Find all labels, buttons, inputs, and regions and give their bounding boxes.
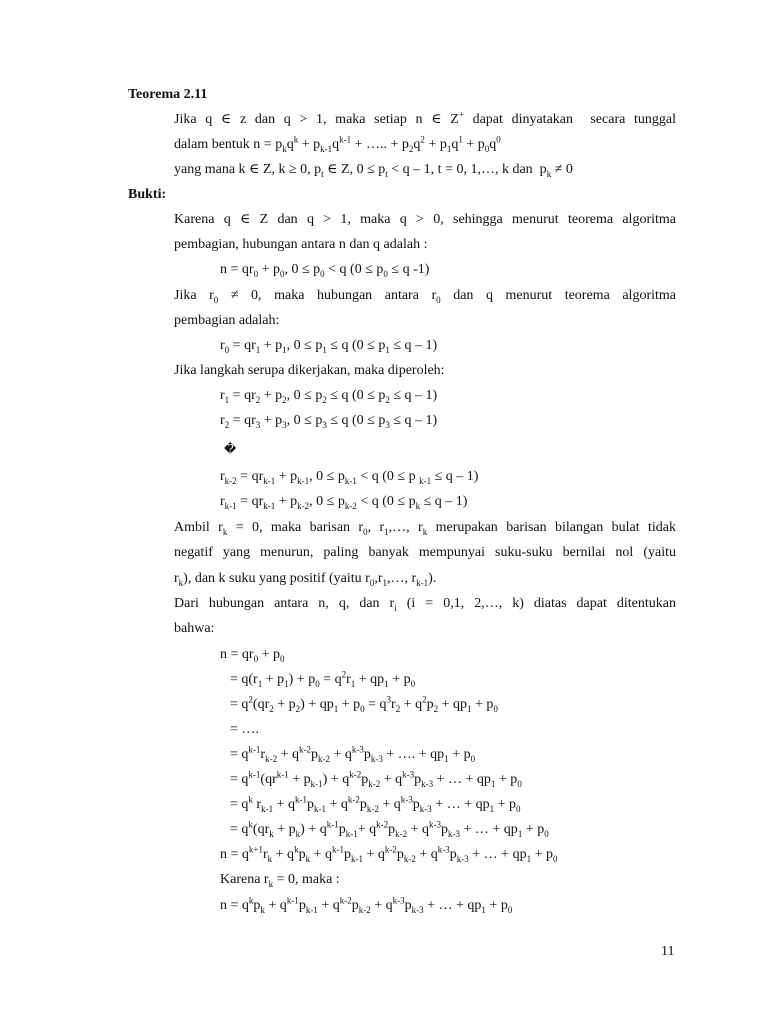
derivation-line: $n = qr_0 + p_0$	[220, 647, 285, 664]
proof-equation: $r_1 = qr_2 + p_2$, $0 \le p_2 \le q$ $(0 \le p_2 \le q - 1)$	[220, 388, 438, 405]
page-number: 11	[661, 944, 675, 959]
derivation-line: = ….	[230, 722, 259, 737]
proof-line: negatif yang menurun, paling banyak mempunyai suku-suku bernilai nol (yaitu	[174, 545, 676, 560]
derivation-line: = $q^{k-1}r_{k-2} + q^{k-2}p_{k-2} + q^{k-3}p_{k-3}$ + …. + $qp_1 + p_0$	[230, 744, 476, 764]
theorem-title: Teorema 2.11	[128, 87, 208, 102]
proof-equation: $r_0 = qr_1 + p_1$, $0 \le p_1 \le q$ $(0 \le p_1 \le q - 1)$	[220, 338, 438, 355]
proof-line: Ambil $r_k = 0$, maka barisan $r_0$, $r_1,\dots$, $r_k$ merupakan barisan bilangan bulat tidak	[174, 520, 676, 537]
derivation-line: $n = q^kp_k + q^{k-1}p_{k-1} + q^{k-2}p_{k-2} + q^{k-3}p_{k-3}$ + … + $qp_1 + p_0$	[220, 895, 513, 915]
proof-equation: $n = qr_0 + p_0$, $0 \le p_0 < q$ ($0 \le p_0 \le q$ -1)	[220, 262, 430, 279]
proof-line: Jika $r_0 \ne 0$, maka hubungan antara $r_0$ dan q menurut teorema algoritma	[174, 288, 676, 305]
derivation-line: = $q^k(qr_k + p_k) + q^{k-1}p_{k-1}+ q^{k-2}p_{k-2} + q^{k-3}p_{k-3}$ + … + $qp_1 + p_0$	[230, 819, 549, 839]
derivation-line: = $q^k$ $r_{k-1} + q^{k-1}p_{k-1} + q^{k-2}p_{k-2} + q^{k-3}p_{k-3}$ + … + $qp_1 + p_0$	[230, 794, 521, 814]
derivation-line: = $q(r_1 + p_1) + p_0 = q^2r_1 + qp_1 + p_0$	[230, 669, 416, 689]
proof-line: Karena q ∈ Z dan q > 1, maka q > 0, sehingga menurut teorema algoritma	[174, 212, 676, 227]
theorem-line-2: dalam bentuk $n = p_kq^k + p_{k-1}q^{k-1}$ + ….. + $p_2q^2 + p_1q^1 + p_0q^0$	[174, 134, 501, 154]
missing-glyph: �	[224, 442, 237, 456]
proof-line: Dari hubungan antara n, q, dan $r_i$ (i = 0,1, 2,…, k) diatas dapat ditentukan	[174, 596, 676, 613]
proof-title: Bukti:	[128, 187, 167, 202]
derivation-line: Karena $r_k = 0$, maka :	[220, 872, 340, 889]
proof-equation: $r_{k-1} = qr_{k-1} + p_{k-2}$, $0 \le p_{k-2} < q$ $(0 \le p_k \le q - 1)$	[220, 494, 468, 511]
proof-line: $r_k$), dan k suku yang positif (yaitu $r_0,r_1,\dots$, $r_{k-1}$).	[174, 571, 437, 588]
theorem-line-3: yang mana k ∈ Z, k ≥ 0, $p_t$ ∈ Z, $0 \le p_t < q - 1$, t = 0, 1,…, k dan $p_k \ne 0$	[174, 162, 573, 179]
derivation-line: = $q^2(qr_2 + p_2) + qp_1 + p_0 = q^3r_2 + q^2p_2 + qp_1 + p_0$	[230, 694, 498, 714]
proof-equation: $r_2 = qr_3 + p_3$, $0 \le p_3 \le q$ $(0 \le p_3 \le q - 1)$	[220, 413, 438, 430]
derivation-line: $n = q^{k+1}r_k + q^kp_k + q^{k-1}p_{k-1} + q^{k-2}p_{k-2} + q^{k-3}p_{k-3}$ + … + $qp_1 + p_0$	[220, 844, 558, 864]
proof-line: pembagian adalah:	[174, 313, 280, 328]
proof-line: pembagian, hubungan antara n dan q adalah :	[174, 237, 428, 252]
proof-line: Jika langkah serupa dikerjakan, maka diperoleh:	[174, 363, 445, 378]
proof-equation: $r_{k-2} = qr_{k-1} + p_{k-1}$, $0 \le p_{k-1} < q$ (0 ≤ p $_{k-1}$ ≤ q – 1)	[220, 469, 479, 486]
derivation-line: = $q^{k-1}(qr^{k-1} + p_{k-1}) + q^{k-2}p_{k-2} + q^{k-3}p_{k-3}$ + … + $qp_1 + p_0$	[230, 769, 522, 789]
proof-line: bahwa:	[174, 621, 215, 636]
theorem-line-1: Jika q ∈ z dan q > 1, maka setiap n ∈ Z+ dapat dinyatakan secara tunggal	[174, 109, 676, 127]
